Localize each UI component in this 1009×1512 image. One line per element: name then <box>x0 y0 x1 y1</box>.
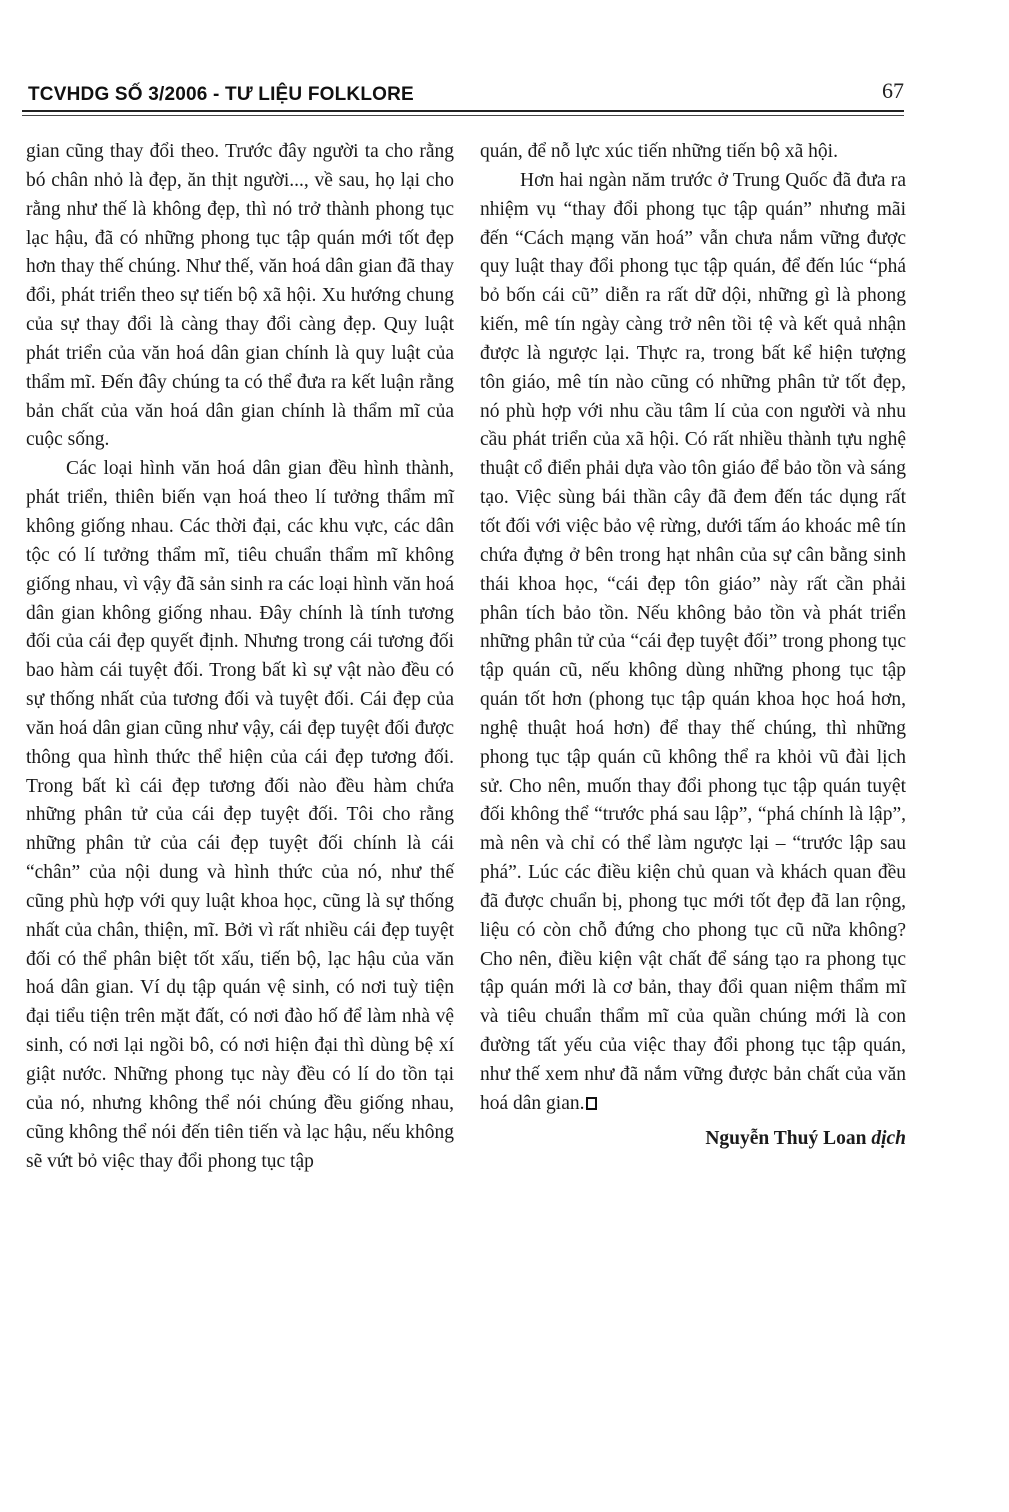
paragraph-text: Hơn hai ngàn năm trước ở Trung Quốc đã đưa ra nhiệm vụ “thay đổi phong tục tập quán” nhưng mãi đến “Cách mạng văn hoá” vẫn chưa nắm vững được quy luật thay đổi phong tục tập quán, để đến lúc “phá bỏ bốn cái cũ” diễn ra rất dữ dội, những gì là phong kiến, mê tín ngày càng trở nên tồi tệ và kết quả nhận được là ngược lại. Thực ra, trong bất kể hiện tượng tôn giáo, mê tín nào cũng có những phân tử tốt đẹp, nó phù hợp với nhu cầu tâm lí của con người và nhu cầu phát triển của xã hội. Có rất nhiều thành tựu nghệ thuật cổ điển phải dựa vào tôn giáo để bảo tồn và sáng tạo. Việc sùng bái thần cây đã đem đến tác dụng rất tốt đối với việc bảo vệ rừng, dưới tấm áo khoác mê tín chứa đựng ở bên trong hạt nhân của sự cân bằng sinh thái khoa học, “cái đẹp tôn giáo” này rất cần phải phân tích bảo tồn. Nếu không bảo tồn và phát triển những phân tử của “cái đẹp tuyệt đối” trong phong tục tập quán cũ, nếu không dùng những phong tục tập quán tốt hơn (phong tục tập quán khoa học hoá hơn, nghệ thuật hoá hơn) để thay thế chúng, thì những phong tục tập quán cũ không thể ra khỏi vũ đài lịch sử. Cho nên, muốn thay đổi phong tục tập quán tuyệt đối không thể “trước phá sau lập”, “phá chính là lập”, mà nên và chỉ có thể làm ngược lại – “trước lập sau phá”. Lúc các điều kiện chủ quan và khách quan đều đã được chuẩn bị, phong tục mới tốt đẹp đã lan rộng, liệu có còn chỗ đứng cho phong tục cũ nữa không? Cho nên, điều kiện vật chất để sáng tạo ra phong tục tập quán mới là cơ bản, thay đổi quan niệm thẩm mĩ và tiêu chuẩn thẩm mĩ của quần chúng mới là con đường tất yếu của việc thay đổi phong tục tập quán, như thế xem như đã nắm vững được bản chất của văn hoá dân gian. <box>480 169 906 1114</box>
header-rule-thin <box>22 115 904 116</box>
right-column <box>480 138 906 1154</box>
translator-credit <box>480 1125 906 1154</box>
header-rule <box>22 110 904 112</box>
paragraph: Các loại hình văn hoá dân gian đều hình thành, phát triển, thiên biến vạn hoá theo lí tưởng thẩm mĩ không giống nhau. Các thời đại, các khu vực, các dân tộc có lí tưởng thẩm mĩ, tiêu chuẩn thẩm mĩ không giống nhau, vì vậy đã sản sinh ra các loại hình văn hoá dân gian không giống nhau. Đây chính là tính tương đối của cái đẹp quyết định. Nhưng trong cái tương đối bao hàm cái tuyệt đối. Trong bất kì sự vật nào đều có sự thống nhất của tương đối và tuyệt đối. Cái đẹp của văn hoá dân gian cũng như vậy, cái đẹp tuyệt đối được thông qua hình thức thể hiện của cái đẹp tương đối. Trong bất kì cái đẹp tương đối nào đều hàm chứa những phân tử của cái đẹp tuyệt đối. Tôi cho rằng những phân tử của cái đẹp tuyệt đối chính là cái “chân” của nội dung và hình thức của nó, như thế cũng phù hợp với quy luật khoa học, cũng là sự thống nhất của chân, thiện, mĩ. Bởi vì rất nhiều cái đẹp tuyệt đối có thể phân biệt tốt xấu, tiến bộ, lạc hậu của văn hoá dân gian. Ví dụ tập quán vệ sinh, có nơi tuỳ tiện đại tiểu tiện trên mặt đất, có nơi đào hố để làm nhà vệ sinh, có nơi lại ngồi bô, có nơi hiện đại thì dùng bệ xí giật nước. Những phong tục này đều có lí do tồn tại của nó, nhưng không thể nói chúng đều giống nhau, cũng không thể nói đến tiên tiến và lạc hậu, nếu không sẽ vứt bỏ việc thay đổi phong tục tập <box>26 458 454 1172</box>
left-column <box>26 138 454 1176</box>
page-number: 67 <box>882 78 904 103</box>
paragraph <box>480 167 906 1119</box>
journal-title: TCVHDG SỐ 3/2006 - TƯ LIỆU FOLKLORE <box>28 84 414 105</box>
translator-role: dịch <box>871 1127 906 1149</box>
running-header <box>28 74 904 110</box>
paragraph: quán, để nỗ lực xúc tiến những tiến bộ xã hội. <box>480 141 838 162</box>
paragraph: gian cũng thay đổi theo. Trước đây người ta cho rằng bó chân nhỏ là đẹp, ăn thịt người..., về sau, họ lại cho rằng như thế là không đẹp, thì nó trở thành phong tục lạc hậu, đã có những phong tục tập quán mới tốt đẹp hơn thay thế chúng. Như thế, văn hoá dân gian đã thay đổi, phát triển theo sự tiến bộ xã hội. Xu hướng chung của sự thay đổi là càng thay đổi càng đẹp. Quy luật phát triển của văn hoá dân gian chính là quy luật của thẩm mĩ. Đến đây chúng ta có thể đưa ra kết luận rằng bản chất của văn hoá dân gian chính là thẩm mĩ của cuộc sống. <box>26 141 454 451</box>
end-of-article-icon <box>586 1097 597 1110</box>
translator-name: Nguyễn Thuý Loan <box>705 1127 867 1149</box>
